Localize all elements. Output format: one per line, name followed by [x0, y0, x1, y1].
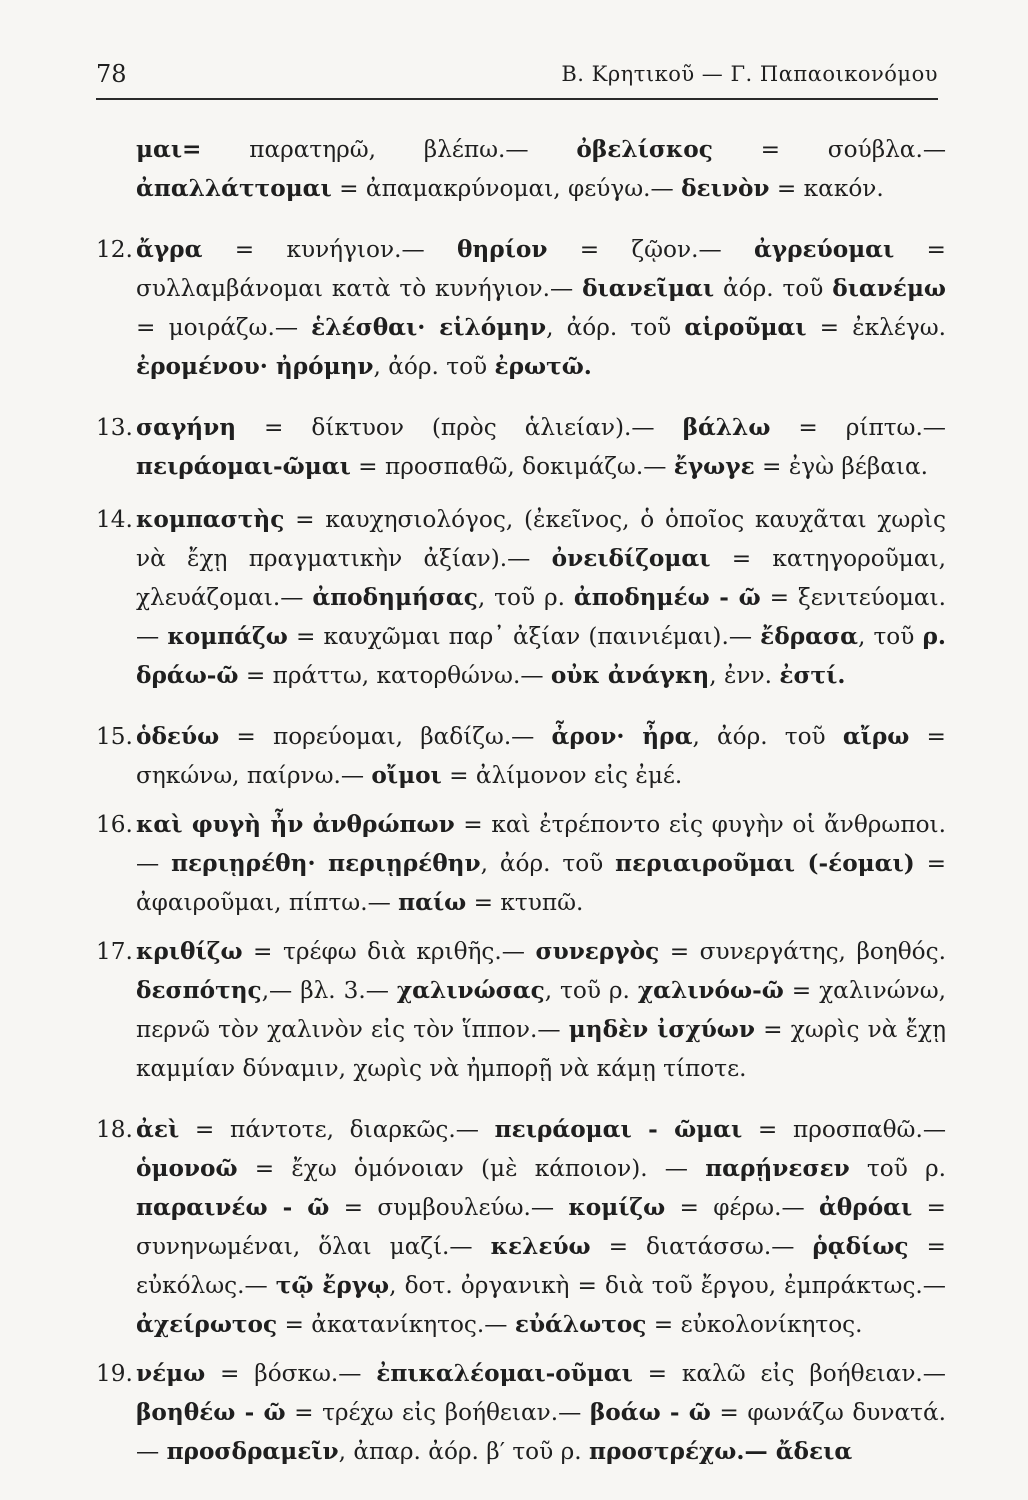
- headword: περιαιροῦμαι (-έομαι): [615, 850, 915, 877]
- headword: νέμω: [136, 1360, 206, 1387]
- entry-text: [96, 1110, 946, 1344]
- gloss-text: , τοῦ ρ.: [544, 977, 638, 1004]
- gloss-text: = σούβλα.—: [712, 136, 947, 163]
- entry-text: [96, 932, 946, 1088]
- entry-number: 16.: [96, 811, 133, 838]
- entry-number: 17.: [96, 938, 133, 965]
- gloss-text: , ἀόρ. τοῦ: [692, 723, 843, 750]
- headword: παίω: [398, 889, 467, 916]
- gloss-text: παρατηρῶ, βλέπω.—: [201, 136, 577, 163]
- running-head: Β. Κρητικοῦ — Γ. Παπαοικονόμου: [561, 62, 938, 86]
- gloss-text: = ἐγὼ βέβαια.: [754, 453, 929, 480]
- gloss-text: = εὐκόλως.—: [136, 1233, 946, 1299]
- headword: κομίζω: [568, 1194, 666, 1221]
- gloss-text: , δοτ. ὀργανικὴ = διὰ τοῦ ἔργου, ἐμπράκτως.—: [389, 1272, 946, 1299]
- gloss-text: = καὶ ἐτρέποντο εἰς φυγὴν οἱ ἄνθρωποι.—: [136, 811, 946, 877]
- gloss-text: = χωρὶς νὰ ἔχῃ καμμίαν δύναμιν, χωρὶς νὰ ἠμπορῇ νὰ κάμῃ τίποτε.: [136, 1016, 946, 1082]
- gloss-text: = ξενιτεύομαι.—: [136, 584, 947, 650]
- gloss-text: = ἐκλέγω.: [806, 314, 946, 341]
- gloss-text: = συνηνωμέναι, ὅλαι μαζί.—: [136, 1194, 946, 1260]
- headword: καὶ φυγὴ ἦν ἀνθρώπων: [136, 811, 455, 838]
- gloss-text: = ρίπτω.—: [770, 414, 946, 441]
- gloss-text: = πορεύομαι, βαδίζω.—: [219, 723, 552, 750]
- headword: ρ. δράω-ῶ: [136, 623, 946, 689]
- glossary-entry: [96, 500, 946, 695]
- entry-number: 12.: [96, 236, 133, 263]
- gloss-text: = προσπαθῶ.—: [742, 1116, 947, 1143]
- gloss-text: = μοιράζω.—: [136, 314, 312, 341]
- page-header: [96, 58, 938, 100]
- headword: ἆρον· ἦρα: [551, 723, 693, 750]
- headword: ἐπικαλέομαι-οῦμαι: [376, 1360, 633, 1387]
- page-number: 78: [96, 60, 127, 88]
- gloss-text: τοῦ ρ.: [849, 1155, 946, 1182]
- gloss-text: = ἀφαιροῦμαι, πίπτω.—: [136, 850, 946, 916]
- headword: χαλινόω-ῶ: [637, 977, 784, 1004]
- headword: ὀβελίσκος: [576, 136, 713, 163]
- entry-text: [96, 805, 946, 922]
- headword: δεινὸν: [681, 175, 770, 202]
- headword: διανεῖμαι: [582, 275, 715, 302]
- headword: κομπάζω: [167, 623, 288, 650]
- gloss-text: = ζῷον.—: [547, 236, 754, 263]
- headword: χαλινώσας: [396, 977, 545, 1004]
- headword: κελεύω: [490, 1233, 591, 1260]
- headword: ὁδεύω: [136, 723, 220, 750]
- headword: ἀποδημέω - ῶ: [573, 584, 761, 611]
- headword: παρῄνεσεν: [705, 1155, 850, 1182]
- gloss-text: = δίκτυον (πρὸς ἁλιείαν).—: [236, 414, 683, 441]
- gloss-text: = βόσκω.—: [205, 1360, 377, 1387]
- entry-text: [96, 230, 946, 386]
- gloss-text: = συμβουλεύω.—: [329, 1194, 569, 1221]
- gloss-text: = ἀπαμακρύνομαι, φεύγω.—: [331, 175, 682, 202]
- gloss-text: = πράττω, κατορθώνω.—: [238, 662, 551, 689]
- gloss-text: = φωνάζω δυνατά.—: [136, 1399, 946, 1465]
- headword: ῥᾳδίως: [812, 1233, 909, 1260]
- gloss-text: , ἐνν.: [709, 662, 780, 689]
- headword: μηδὲν ἰσχύων: [568, 1016, 755, 1043]
- gloss-text: , τοῦ ρ.: [477, 584, 574, 611]
- headword: ἀγρεύομαι: [753, 236, 895, 263]
- entry-number: 19.: [96, 1360, 133, 1387]
- headword: ἀποδημήσας: [312, 584, 478, 611]
- gloss-text: ,— βλ. 3.—: [261, 977, 397, 1004]
- gloss-text: = ἔχω ὁμόνοιαν (μὲ κάποιον). —: [237, 1155, 706, 1182]
- headword: προσδραμεῖν: [166, 1438, 339, 1465]
- headword: τῷ ἔργῳ: [275, 1272, 390, 1299]
- gloss-text: = κτυπῶ.: [466, 889, 584, 916]
- entry-number: 15.: [96, 723, 133, 750]
- entry-number: 18.: [96, 1116, 133, 1143]
- entry-text: [96, 500, 946, 695]
- gloss-text: = κατηγοροῦμαι, χλευάζομαι.—: [136, 545, 946, 611]
- glossary-entry: [96, 1354, 946, 1471]
- headword: αἱροῦμαι: [684, 314, 807, 341]
- gloss-text: = κακόν.: [769, 175, 884, 202]
- gloss-text: = καλῶ εἰς βοήθειαν.—: [632, 1360, 946, 1387]
- headword: πειράομαι - ῶμαι: [494, 1116, 743, 1143]
- headword: συνεργὸς: [535, 938, 660, 965]
- gloss-text: = πάντοτε, διαρκῶς.—: [179, 1116, 495, 1143]
- headword: μαι=: [136, 136, 202, 163]
- headword: περιῃρέθη· περιῃρέθην: [171, 850, 481, 877]
- gloss-text: = σηκώνω, παίρνω.—: [136, 723, 946, 789]
- headword: σαγήνη: [136, 414, 237, 441]
- headword: βάλλω: [682, 414, 771, 441]
- headword: πειράομαι-ῶμαι: [136, 453, 351, 480]
- headword: οὐκ ἀνάγκη: [550, 662, 710, 689]
- entry-text: [96, 130, 946, 208]
- gloss-text: = διατάσσω.—: [590, 1233, 813, 1260]
- headword: δεσπότης: [136, 977, 262, 1004]
- glossary-entry: [96, 932, 946, 1088]
- gloss-text: , ἀόρ. τοῦ: [373, 353, 495, 380]
- gloss-text: , ἀόρ. τοῦ: [480, 850, 616, 877]
- gloss-text: = καυχησιολόγος, (ἐκεῖνος, ὁ ὁποῖος καυχᾶται χωρὶς νὰ ἔχῃ πραγματικὴν ἀξίαν).—: [136, 506, 946, 572]
- entry-text: [96, 408, 946, 486]
- headword: ἐστί.: [779, 662, 846, 689]
- entry-text: [96, 1354, 946, 1471]
- glossary-entry: [96, 230, 946, 386]
- headword: ὁμονοῶ: [136, 1155, 238, 1182]
- gloss-text: ἀόρ. τοῦ: [714, 275, 833, 302]
- gloss-text: = προσπαθῶ, δοκιμάζω.—: [350, 453, 674, 480]
- gloss-text: , ἀπαρ. ἀόρ. β′ τοῦ ρ.: [338, 1438, 589, 1465]
- gloss-text: = χαλινώνω, περνῶ τὸν χαλινὸν εἰς τὸν ἵππον.—: [136, 977, 947, 1043]
- glossary-entry: [96, 717, 946, 795]
- gloss-text: = τρέχω εἰς βοήθειαν.—: [285, 1399, 590, 1426]
- gloss-text: = ἀκατανίκητος.—: [277, 1311, 515, 1338]
- headword: ἀεὶ: [136, 1116, 180, 1143]
- headword: ἔδρασα: [760, 623, 858, 650]
- headword: ἄγρα: [136, 236, 203, 263]
- headword: κριθίζω: [136, 938, 243, 965]
- gloss-text: , τοῦ: [857, 623, 923, 650]
- headword: ἀθρόαι: [818, 1194, 913, 1221]
- headword: ὀνειδίζομαι: [551, 545, 711, 572]
- glossary-entry: [96, 408, 946, 486]
- gloss-text: = τρέφω διὰ κριθῆς.—: [242, 938, 536, 965]
- headword: οἴμοι: [371, 762, 442, 789]
- headword: βοηθέω - ῶ: [136, 1399, 286, 1426]
- headword: ἀχείρωτος: [136, 1311, 278, 1338]
- headword: ἐρομένου· ἠρόμην: [136, 353, 374, 380]
- headword: ἐρωτῶ.: [494, 353, 592, 380]
- headword: ἀπαλλάττομαι: [136, 175, 332, 202]
- gloss-text: = εὐκολονίκητος.: [646, 1311, 863, 1338]
- headword: προστρέχω.— ἄδεια: [588, 1438, 853, 1465]
- headword: αἴρω: [842, 723, 910, 750]
- headword: ἑλέσθαι· εἱλόμην: [311, 314, 547, 341]
- headword: θηρίον: [456, 236, 548, 263]
- glossary-entry: [96, 805, 946, 922]
- headword: εὐάλωτος: [514, 1311, 647, 1338]
- gloss-text: = φέρω.—: [665, 1194, 819, 1221]
- headword: παραινέω - ῶ: [136, 1194, 330, 1221]
- glossary-body: [96, 130, 946, 1471]
- headword: ἔγωγε: [673, 453, 755, 480]
- entry-number: 14.: [96, 506, 133, 533]
- headword: κομπαστὴς: [136, 506, 285, 533]
- headword: βοάω - ῶ: [589, 1399, 711, 1426]
- headword: διανέμω: [832, 275, 947, 302]
- gloss-text: = συνεργάτης, βοηθός.: [659, 938, 946, 965]
- glossary-entry: [96, 1110, 946, 1344]
- glossary-entry: [96, 130, 946, 208]
- gloss-text: = κυνήγιον.—: [202, 236, 457, 263]
- entry-number: 13.: [96, 414, 133, 441]
- entry-text: [96, 717, 946, 795]
- gloss-text: = ἀλίμονον εἰς ἐμέ.: [441, 762, 683, 789]
- gloss-text: , ἀόρ. τοῦ: [546, 314, 685, 341]
- gloss-text: = καυχῶμαι παρ᾽ ἀξίαν (παινιέμαι).—: [287, 623, 761, 650]
- gloss-text: = συλλαμβάνομαι κατὰ τὸ κυνήγιον.—: [136, 236, 946, 302]
